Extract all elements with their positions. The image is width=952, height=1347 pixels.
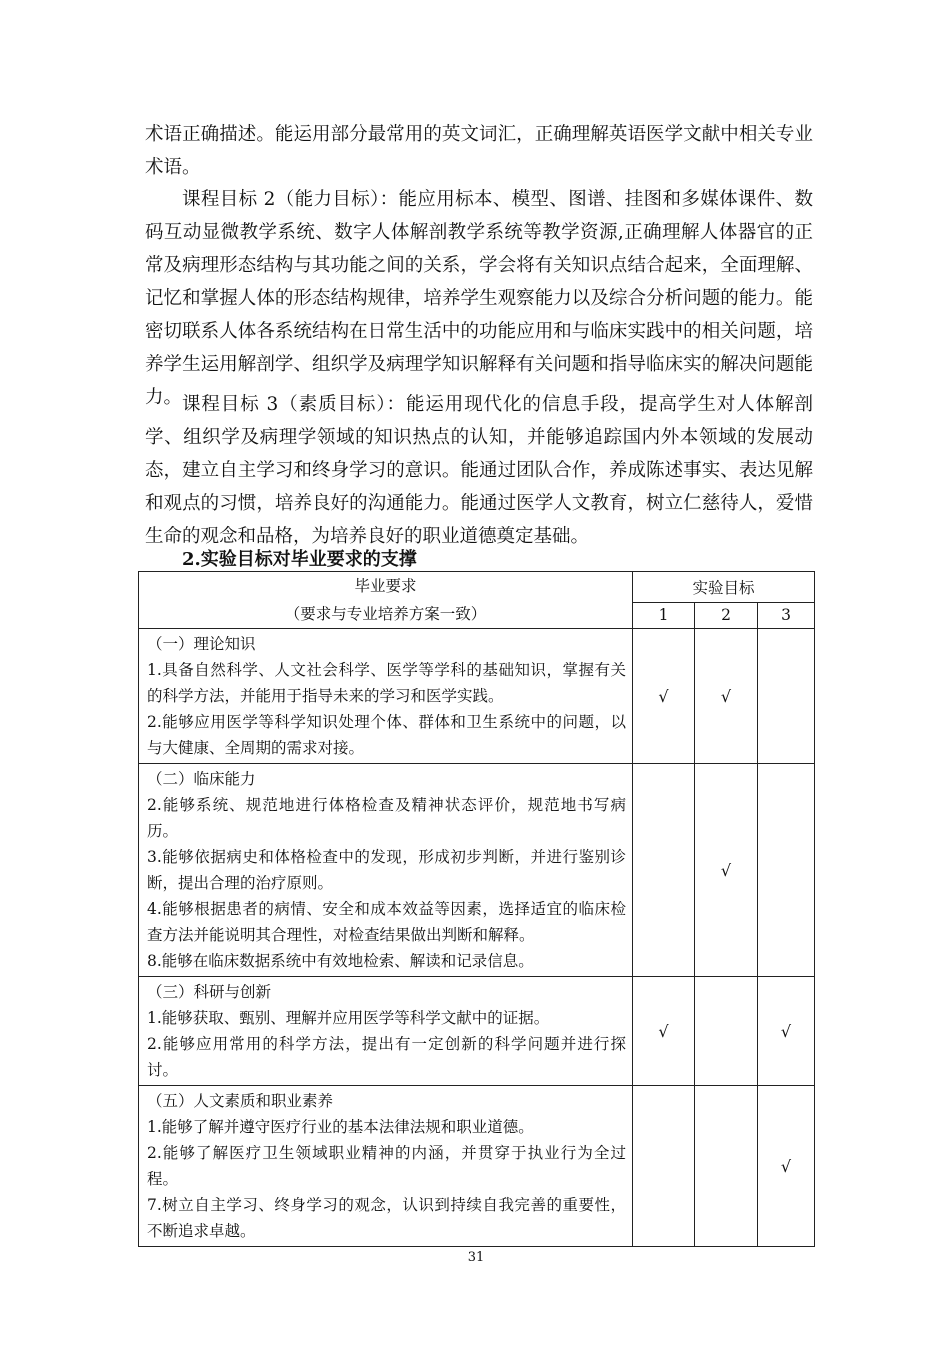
check-mark <box>758 629 815 764</box>
check-mark: √ <box>758 977 815 1086</box>
paragraph-goal-2: 课程目标 2（能力目标）：能应用标本、模型、图谱、挂图和多媒体课件、数码互动显微教学系统、数字人体解剖教学系统等教学资源,正确理解人体器官的正常及病理形态结构与其功能之间的关系，学会将有关知识点结合起来，全面理解、记忆和掌握人体的形态结构规律，培养学生观察能力以及综合分析问题的能力。能密切联系人体各系统结构在日常生活中的功能应用和与临床实践中的相关问题，培养学生运用解剖学、组织学及病理学知识解释有关问题和指导临床实的解决问题能力。 <box>145 189 813 408</box>
requirement-category: （二）临床能力 <box>147 770 256 788</box>
requirement-item: 2.能够了解医疗卫生领域职业精神的内涵，并贯穿于执业行为全过程。 <box>147 1144 626 1188</box>
check-mark: √ <box>695 764 758 977</box>
check-mark <box>633 764 695 977</box>
paragraph-goal-3: 课程目标 3（素质目标）：能运用现代化的信息手段，提高学生对人体解剖学、组织学及病理学领域的知识热点的认知，并能够追踪国内外本领域的发展动态，建立自主学习和终身学习的意识。能通过团队合作，养成陈述事实、表达见解和观点的习惯，培养良好的沟通能力。能通过医学人文教育，树立仁慈待人，爱惜生命的观念和品格，为培养良好的职业道德奠定基础。 <box>145 394 813 547</box>
table-row <box>139 764 815 977</box>
requirement-item: 7.树立自主学习、终身学习的观念，认识到持续自我完善的重要性，不断追求卓越。 <box>147 1196 626 1240</box>
requirement-item: 1.能够了解并遵守医疗行业的基本法律法规和职业道德。 <box>147 1118 534 1136</box>
requirement-cell <box>139 764 633 977</box>
requirement-item: 2.能够应用医学等科学知识处理个体、群体和卫生系统中的问题，以与大健康、全周期的需求对接。 <box>147 713 626 757</box>
check-mark <box>695 1086 758 1247</box>
check-mark: √ <box>633 977 695 1086</box>
header-requirement-note: （要求与专业培养方案一致） <box>284 605 487 623</box>
header-goals: 实验目标 <box>633 572 815 603</box>
requirement-cell <box>139 977 633 1086</box>
check-mark: √ <box>695 629 758 764</box>
table-row <box>139 1086 815 1247</box>
requirement-item: 1.能够获取、甄别、理解并应用医学等科学文献中的证据。 <box>147 1009 550 1027</box>
requirement-cell <box>139 629 633 764</box>
check-mark <box>758 764 815 977</box>
header-goal-1: 1 <box>633 602 695 628</box>
requirement-item: 2.能够系统、规范地进行体格检查及精神状态评价，规范地书写病历。 <box>147 796 626 840</box>
table-row <box>139 629 815 764</box>
check-mark: √ <box>758 1086 815 1247</box>
header-goal-3: 3 <box>758 602 815 628</box>
requirement-item: 1.具备自然科学、人文社会科学、医学等学科的基础知识，掌握有关的科学方法，并能用于指导未来的学习和医学实践。 <box>147 661 626 705</box>
requirement-category: （三）科研与创新 <box>147 983 272 1001</box>
requirements-table <box>138 571 815 1247</box>
requirement-category: （五）人文素质和职业素养 <box>147 1092 334 1110</box>
check-mark <box>633 1086 695 1247</box>
header-requirement-title: 毕业要求 <box>354 577 417 595</box>
requirement-item: 8.能够在临床数据系统中有效地检索、解读和记录信息。 <box>147 952 534 970</box>
paragraph-terminology: 术语正确描述。能运用部分最常用的英文词汇，正确理解英语医学文献中相关专业术语。 <box>145 124 813 178</box>
requirement-item: 4.能够根据患者的病情、安全和成本效益等因素，选择适宜的临床检查方法并能说明其合理性，对检查结果做出判断和解释。 <box>147 900 626 944</box>
requirement-item: 2.能够应用常用的科学方法，提出有一定创新的科学问题并进行探讨。 <box>147 1035 626 1079</box>
requirement-item: 3.能够依据病史和体格检查中的发现，形成初步判断，并进行鉴别诊断，提出合理的治疗原则。 <box>147 848 626 892</box>
page-number: 31 <box>467 1250 485 1265</box>
table-row <box>139 977 815 1086</box>
requirement-category: （一）理论知识 <box>147 635 256 653</box>
check-mark <box>695 977 758 1086</box>
header-goal-2: 2 <box>695 602 758 628</box>
requirement-cell <box>139 1086 633 1247</box>
section-heading: 2.实验目标对毕业要求的支撑 <box>182 549 417 570</box>
check-mark: √ <box>633 629 695 764</box>
header-requirement <box>139 572 633 629</box>
